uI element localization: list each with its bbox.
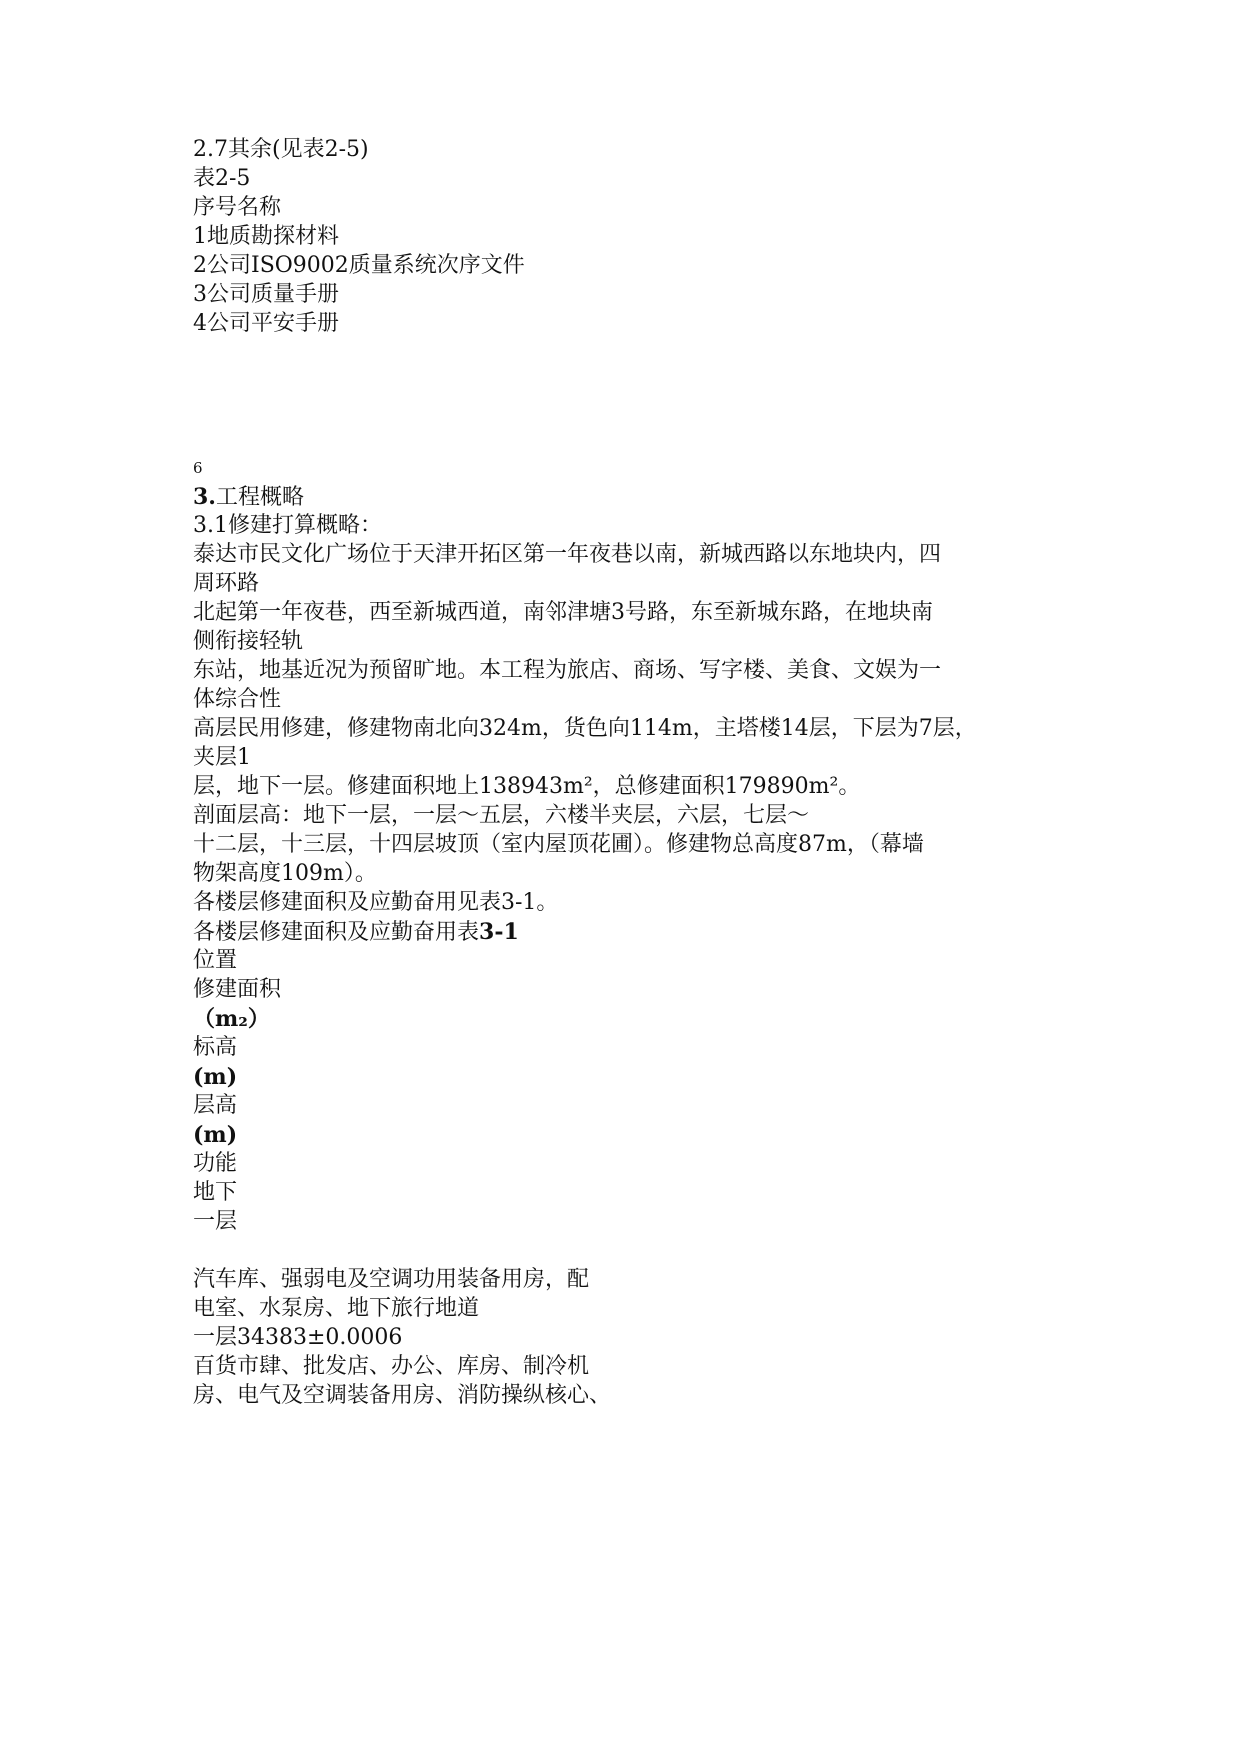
paragraph-line: 泰达市民文化广场位于天津开拓区第一年夜巷以南，新城西路以东地块内，四 xyxy=(193,542,942,567)
table-cell: 层高 xyxy=(193,1093,238,1118)
table-cell: (m) xyxy=(193,1122,238,1148)
table-cell: 功能 xyxy=(193,1151,238,1176)
table-row: 3公司质量手册 xyxy=(193,282,339,307)
table-cell: (m) xyxy=(193,1064,238,1090)
table-cell: 汽车库、强弱电及空调功用装备用房，配 xyxy=(193,1267,590,1292)
page-number: 6 xyxy=(193,459,203,477)
table-title xyxy=(193,918,519,947)
table-row: 2公司ISO9002质量系统次序文件 xyxy=(193,253,525,278)
paragraph-line: 高层民用修建，修建物南北向324m，货色向114m，主塔楼14层，下层为7层， xyxy=(193,716,977,741)
table-cell: 修建面积 xyxy=(193,977,282,1002)
table-cell: 百货市肆、批发店、办公、库房、制冷机 xyxy=(193,1354,590,1379)
chapter-number: 3. xyxy=(193,484,216,510)
paragraph-line: 周环路 xyxy=(193,571,260,596)
section-heading: 2.7其余(见表2-5) xyxy=(193,137,369,162)
subsection-heading: 3.1修建打算概略： xyxy=(193,513,382,538)
table-cell: （m₂） xyxy=(193,1006,270,1032)
paragraph-line: 各楼层修建面积及应勤奋用见表3-1。 xyxy=(193,890,559,915)
table-row: 4公司平安手册 xyxy=(193,311,339,336)
paragraph-line: 夹层1 xyxy=(193,745,251,770)
table-cell: 一层 xyxy=(193,1209,238,1234)
table-row: 1地质勘探材料 xyxy=(193,224,339,249)
table-cell: 电室、水泵房、地下旅行地道 xyxy=(193,1296,480,1321)
table-title-text: 各楼层修建面积及应勤奋用表 xyxy=(193,920,480,945)
paragraph-line: 体综合性 xyxy=(193,687,282,712)
table-cell: 地下 xyxy=(193,1180,238,1205)
table-title-number: 3-1 xyxy=(479,919,519,945)
paragraph-line: 层，地下一层。修建面积地上138943m²，总修建面积179890m²。 xyxy=(193,774,861,799)
paragraph-line: 侧衔接轻轨 xyxy=(193,629,304,654)
paragraph-line: 十二层，十三层，十四层坡顶（室内屋顶花圃）。修建物总高度87m，（幕墙 xyxy=(193,832,924,857)
paragraph-line: 东站，地基近况为预留旷地。本工程为旅店、商场、写字楼、美食、文娱为一 xyxy=(193,658,942,683)
chapter-title: 工程概略 xyxy=(215,485,304,510)
table-cell: 一层34383±0.0006 xyxy=(193,1325,403,1350)
paragraph-line: 物架高度109m）。 xyxy=(193,861,377,886)
table-label: 表2-5 xyxy=(193,166,251,191)
table-header: 序号名称 xyxy=(193,195,282,220)
table-cell: 标高 xyxy=(193,1035,238,1060)
paragraph-line: 剖面层高：地下一层，一层～五层，六楼半夹层，六层，七层～ xyxy=(193,803,810,828)
table-cell: 房、电气及空调装备用房、消防操纵核心、 xyxy=(193,1383,612,1408)
table-cell: 位置 xyxy=(193,948,238,973)
chapter-heading xyxy=(193,483,304,512)
paragraph-line: 北起第一年夜巷，西至新城西道，南邻津塘3号路，东至新城东路，在地块南 xyxy=(193,600,933,625)
